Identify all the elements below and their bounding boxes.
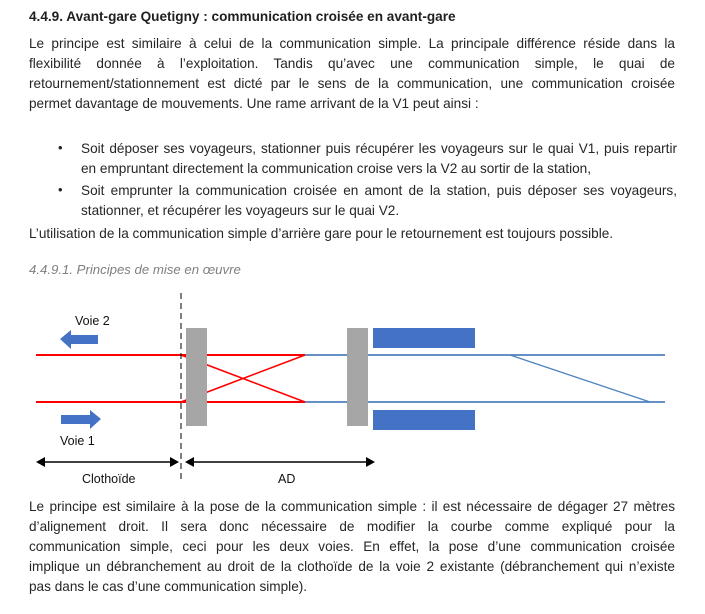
- voie2-label: Voie 2: [75, 314, 110, 328]
- grey-block-right: [347, 328, 368, 426]
- ad-label: AD: [278, 472, 296, 486]
- conclusion-line: communication simple, ceci pour les deux voies. En effet, la pose d’une communication croisée: [29, 539, 675, 554]
- intro-line: Le principe est similaire à celui de la communication simple. La principale différence réside dans la: [29, 36, 675, 51]
- voie2-arrow-icon: [60, 330, 98, 349]
- voie1-label: Voie 1: [60, 434, 95, 448]
- after-bullets-line: L’utilisation de la communication simple d’arrière gare pour le retournement est toujours possible.: [29, 226, 614, 241]
- bullet-line: en empruntant directement la communication croise vers la V2 au sortir de la station,: [81, 161, 592, 176]
- conclusion-line: Le principe est similaire à la pose de la communication simple : il est nécessaire de dégager 27 mètres: [29, 499, 675, 514]
- clothoide-label: Clothoïde: [82, 472, 136, 486]
- clothoide-arrowhead-left: [36, 457, 45, 467]
- bullet-item: [81, 181, 677, 221]
- track-diagram: [0, 285, 705, 490]
- bullet-line: Soit emprunter la communication croisée en amont de la station, puis déposer ses voyageurs,: [81, 183, 677, 198]
- clothoide-arrowhead-right: [170, 457, 179, 467]
- existing-turnout-blue: [510, 355, 650, 402]
- intro-line: flexibilité donnée à l’exploitation. Tandis qu’avec une communication simple, le quai de: [29, 56, 675, 71]
- intro-line: retournement/stationnement est dicté par le sens de la communication, une communication croisée: [29, 76, 675, 91]
- bullet-line: Soit déposer ses voyageurs, stationner puis récupérer les voyageurs sur le quai V1, puis repartir: [81, 141, 677, 156]
- conclusion-line: d’alignement droit. Il sera donc nécessaire de modifier la courbe comme expliqué pour la: [29, 519, 675, 534]
- after-bullets-paragraph: [29, 224, 675, 244]
- bullet-line: stationner, et récupérer les voyageurs sur le quai V2.: [81, 203, 400, 218]
- grey-block-left: [186, 328, 207, 426]
- section-title: 4.4.9. Avant-gare Quetigny : communication croisée en avant-gare: [29, 9, 456, 24]
- conclusion-paragraph: [29, 497, 675, 597]
- bullet-symbol: •: [58, 140, 63, 155]
- conclusion-line: pas dans le cas d’une communication simple).: [29, 579, 308, 594]
- intro-line: permet davantage de mouvements. Une rame arrivant de la V1 peut ainsi :: [29, 96, 479, 111]
- ad-arrowhead-left: [185, 457, 194, 467]
- bullet-item: [81, 139, 677, 179]
- conclusion-line: implique un débranchement au droit de la clothoïde de la voie 2 existante (débranchement qui n’existe: [29, 559, 675, 574]
- platform-v1: [373, 410, 475, 430]
- intro-paragraph: [29, 34, 675, 114]
- bullet-symbol: •: [58, 182, 63, 197]
- voie1-arrow-icon: [61, 410, 101, 429]
- subsection-title: 4.4.9.1. Principes de mise en œuvre: [29, 262, 241, 277]
- ad-arrowhead-right: [366, 457, 375, 467]
- platform-v2: [373, 328, 475, 348]
